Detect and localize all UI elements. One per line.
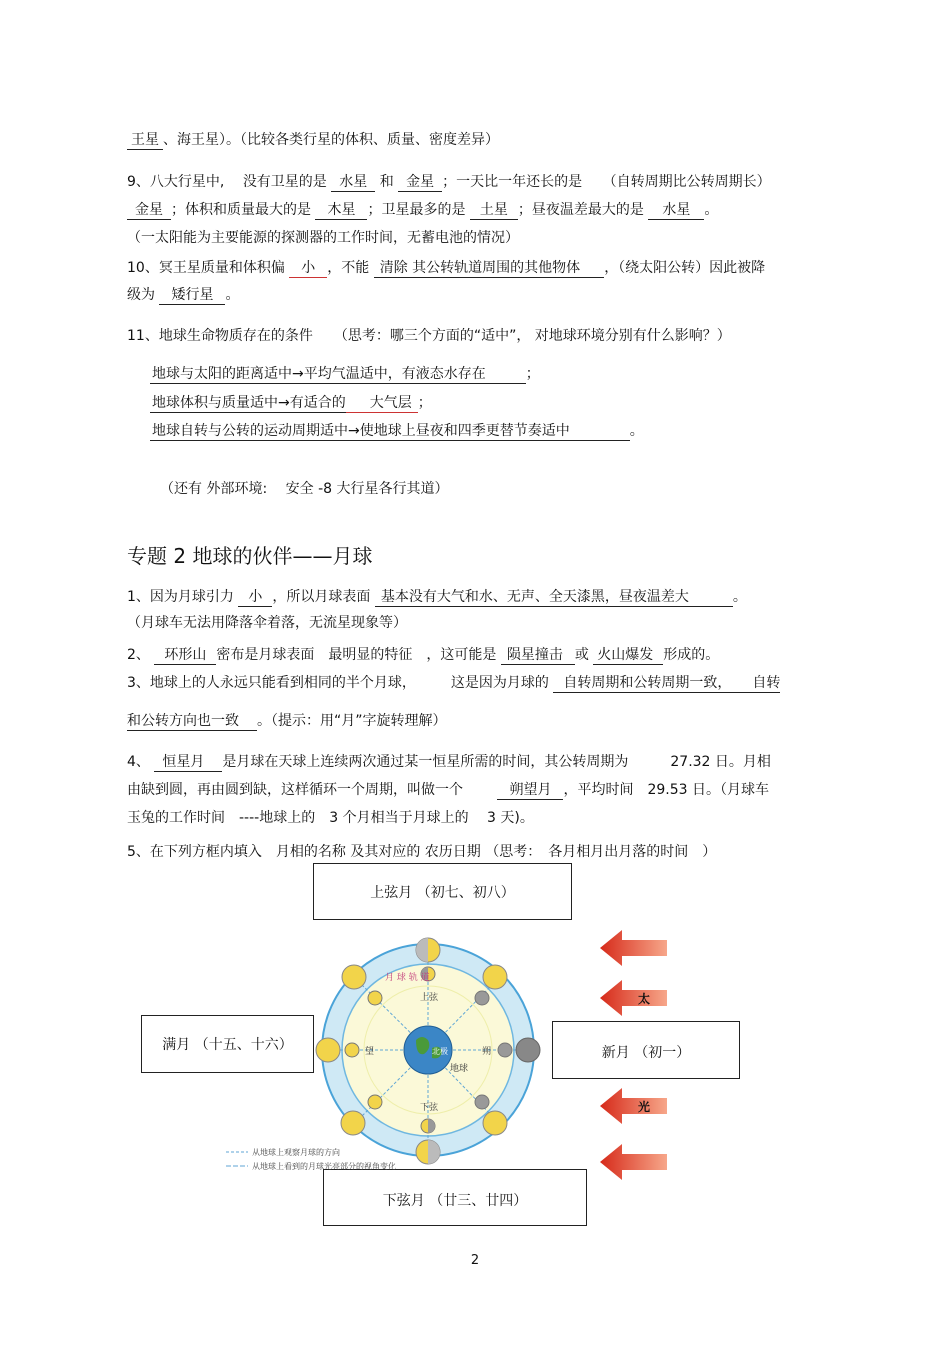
- answer-blank: 小: [238, 588, 272, 607]
- answer-blank: 小: [289, 259, 327, 278]
- answer-blank: 基本没有大气和水、无声、全天漆黑，昼夜温差大: [375, 588, 733, 607]
- moon-icon: [483, 1111, 507, 1135]
- text: 10、冥王星质量和体积偏: [127, 260, 285, 276]
- text: 。: [732, 589, 747, 605]
- text: 。: [704, 202, 719, 218]
- text: 1、因为月球引力: [127, 589, 234, 605]
- text: ，不能: [327, 260, 370, 276]
- text-line: （一太阳能为主要能源的探测器的工作时间，无蓄电池的情况）: [127, 230, 519, 246]
- earth-label: 地球: [450, 1064, 469, 1074]
- text: ；卫星最多的是: [367, 202, 466, 218]
- sunlight-label: 光: [638, 1100, 651, 1114]
- text: 级为: [127, 287, 155, 303]
- answer-blank: 水星: [331, 173, 375, 192]
- question-9-cont: [127, 200, 718, 220]
- orbit-label: 月 球 轨 道: [385, 973, 430, 983]
- text: 没有卫星的是: [242, 174, 327, 190]
- full-label: 望: [365, 1047, 375, 1057]
- text: ；昼夜温差最大的是: [517, 202, 644, 218]
- box-label: 上弦月 （初七、初八）: [370, 885, 515, 901]
- question-11: 11、地球生命物质存在的条件 （思考：哪三个方面的“适中”， 对地球环境分别有什么影响？）: [127, 328, 731, 344]
- answer-blank: 自转周期和公转周期一致， 自转: [553, 674, 780, 693]
- moon-question-5: 5、在下列方框内填入 月相的名称 及其对应的 农历日期 （思考： 各月相月出月落的时间 ）: [127, 844, 717, 860]
- moon-phase-diagram: [220, 930, 690, 1180]
- full-moon-icon: [316, 1038, 340, 1062]
- arrow-left-icon: [600, 1088, 667, 1124]
- legend-label: 从地球上观察月球的方向: [252, 1148, 340, 1157]
- moon-icon: [341, 1111, 365, 1135]
- box-label: 满月 （十五、十六）: [162, 1037, 293, 1053]
- answer-blank: 和公转方向也一致: [127, 712, 257, 731]
- text: 密布是月球表面 最明显的特征 ，这可能是: [216, 647, 497, 663]
- text: 和: [379, 174, 394, 190]
- north-pole-label: 北极: [432, 1047, 448, 1056]
- text-line: （还有 外部环境: 安全 -8 大行星各行其道）: [160, 481, 449, 497]
- question-10: [127, 258, 765, 278]
- answer-blank: 水星: [648, 201, 704, 220]
- text: 9、八大行星中,: [127, 174, 225, 190]
- answer-blank: 陨星撞击: [501, 646, 575, 665]
- text: 。: [225, 287, 240, 303]
- text: 由缺到圆，再由圆到缺，这样循环一个周期，叫做一个: [127, 782, 463, 798]
- first-quarter-label: 上弦: [420, 993, 439, 1003]
- text: 是月球在天球上连续两次通过某一恒星所需的时间，其公转周期为 27.32 日。月相: [222, 754, 771, 770]
- text: ，平均时间 29.53 日。（月球车: [563, 782, 769, 798]
- answer-blank: 木星: [315, 201, 367, 220]
- answer-blank: 清除 其公转轨道周围的其他物体: [374, 259, 604, 278]
- answer-blank: 地球与太阳的距离适中→平均气温适中，有液态水存在: [150, 365, 526, 384]
- text: ，（绕太阳公转）因此被降: [604, 260, 766, 276]
- text: 、海王星）。（比较各类行星的体积、质量、密度差异）: [163, 132, 499, 148]
- new-label: 朔: [482, 1047, 492, 1057]
- answer-blank: 王星: [127, 131, 163, 150]
- sunlight-arrows: [600, 930, 667, 1180]
- text: 。: [629, 423, 644, 439]
- page-number: 2: [470, 1253, 480, 1268]
- question-9: [127, 172, 771, 192]
- answer-blank: 火山爆发: [593, 646, 663, 665]
- section-title: 专题 2 地球的伙伴——月球: [127, 544, 373, 568]
- moon-question-1: [127, 587, 747, 607]
- sunlight-label: 太: [638, 992, 651, 1006]
- text: 或: [574, 647, 589, 663]
- answer-blank: 金星: [398, 173, 442, 192]
- arrow-left-icon: [600, 980, 667, 1016]
- text: ；: [525, 366, 540, 382]
- moon-question-3: [127, 673, 780, 693]
- answer-blank: 金星: [127, 201, 171, 220]
- answer-blank: 土星: [470, 201, 518, 220]
- moon-icon: [483, 965, 507, 989]
- answer-blank: 大气层: [346, 394, 418, 413]
- text: 4、: [127, 754, 150, 770]
- box-label: 下弦月 （廿三、廿四）: [382, 1193, 528, 1209]
- text: 2、: [127, 647, 150, 663]
- answer-blank: 环形山: [154, 646, 216, 665]
- text: ；体积和质量最大的是: [171, 202, 311, 218]
- last-quarter-label: 下弦: [420, 1103, 439, 1113]
- condition-3: [150, 421, 644, 441]
- text: 。（提示：用“月”字旋转理解）: [257, 713, 447, 729]
- text-line: 玉兔的工作时间 ----地球上的 3 个月相当于月球上的 3 天)。: [127, 810, 534, 826]
- box-first-quarter: [313, 863, 572, 920]
- moon-question-3-cont: [127, 711, 447, 731]
- answer-blank: 地球自转与公转的运动周期适中→使地球上昼夜和四季更替节奏适中: [150, 422, 630, 441]
- text: ；一天比一年还长的是: [442, 174, 583, 190]
- text: ，所以月球表面: [272, 589, 371, 605]
- question-10-cont: [127, 285, 239, 305]
- moon-question-4-cont: [127, 780, 769, 800]
- condition-1: [150, 364, 540, 384]
- text: 形成的。: [663, 647, 720, 663]
- text-line: [127, 130, 499, 150]
- text: （自转周期比公转周期长）: [602, 174, 771, 190]
- full-moon-icon: [342, 965, 366, 989]
- text: 3、地球上的人永远只能看到相同的半个月球， 这是因为月球的: [127, 675, 549, 691]
- moon-question-2: [127, 645, 719, 665]
- answer-blank: 朔望月: [497, 781, 563, 800]
- answer-blank: 恒星月: [154, 753, 222, 772]
- box-label: 新月 （初一）: [601, 1045, 691, 1061]
- legend-label: 从地球上看到的月球光亮部分的视角变化: [252, 1162, 396, 1171]
- text: ；: [417, 395, 432, 411]
- condition-2: [150, 393, 432, 413]
- answer-blank: 地球体积与质量适中→有适合的: [152, 395, 346, 411]
- arrow-left-icon: [600, 930, 667, 966]
- new-moon-icon: [516, 1038, 540, 1062]
- answer-blank: 矮行星: [159, 286, 225, 305]
- text-line: （月球车无法用降落伞着落，无流星现象等）: [127, 615, 407, 631]
- arrow-left-icon: [600, 1144, 667, 1180]
- moon-question-4: [127, 752, 771, 772]
